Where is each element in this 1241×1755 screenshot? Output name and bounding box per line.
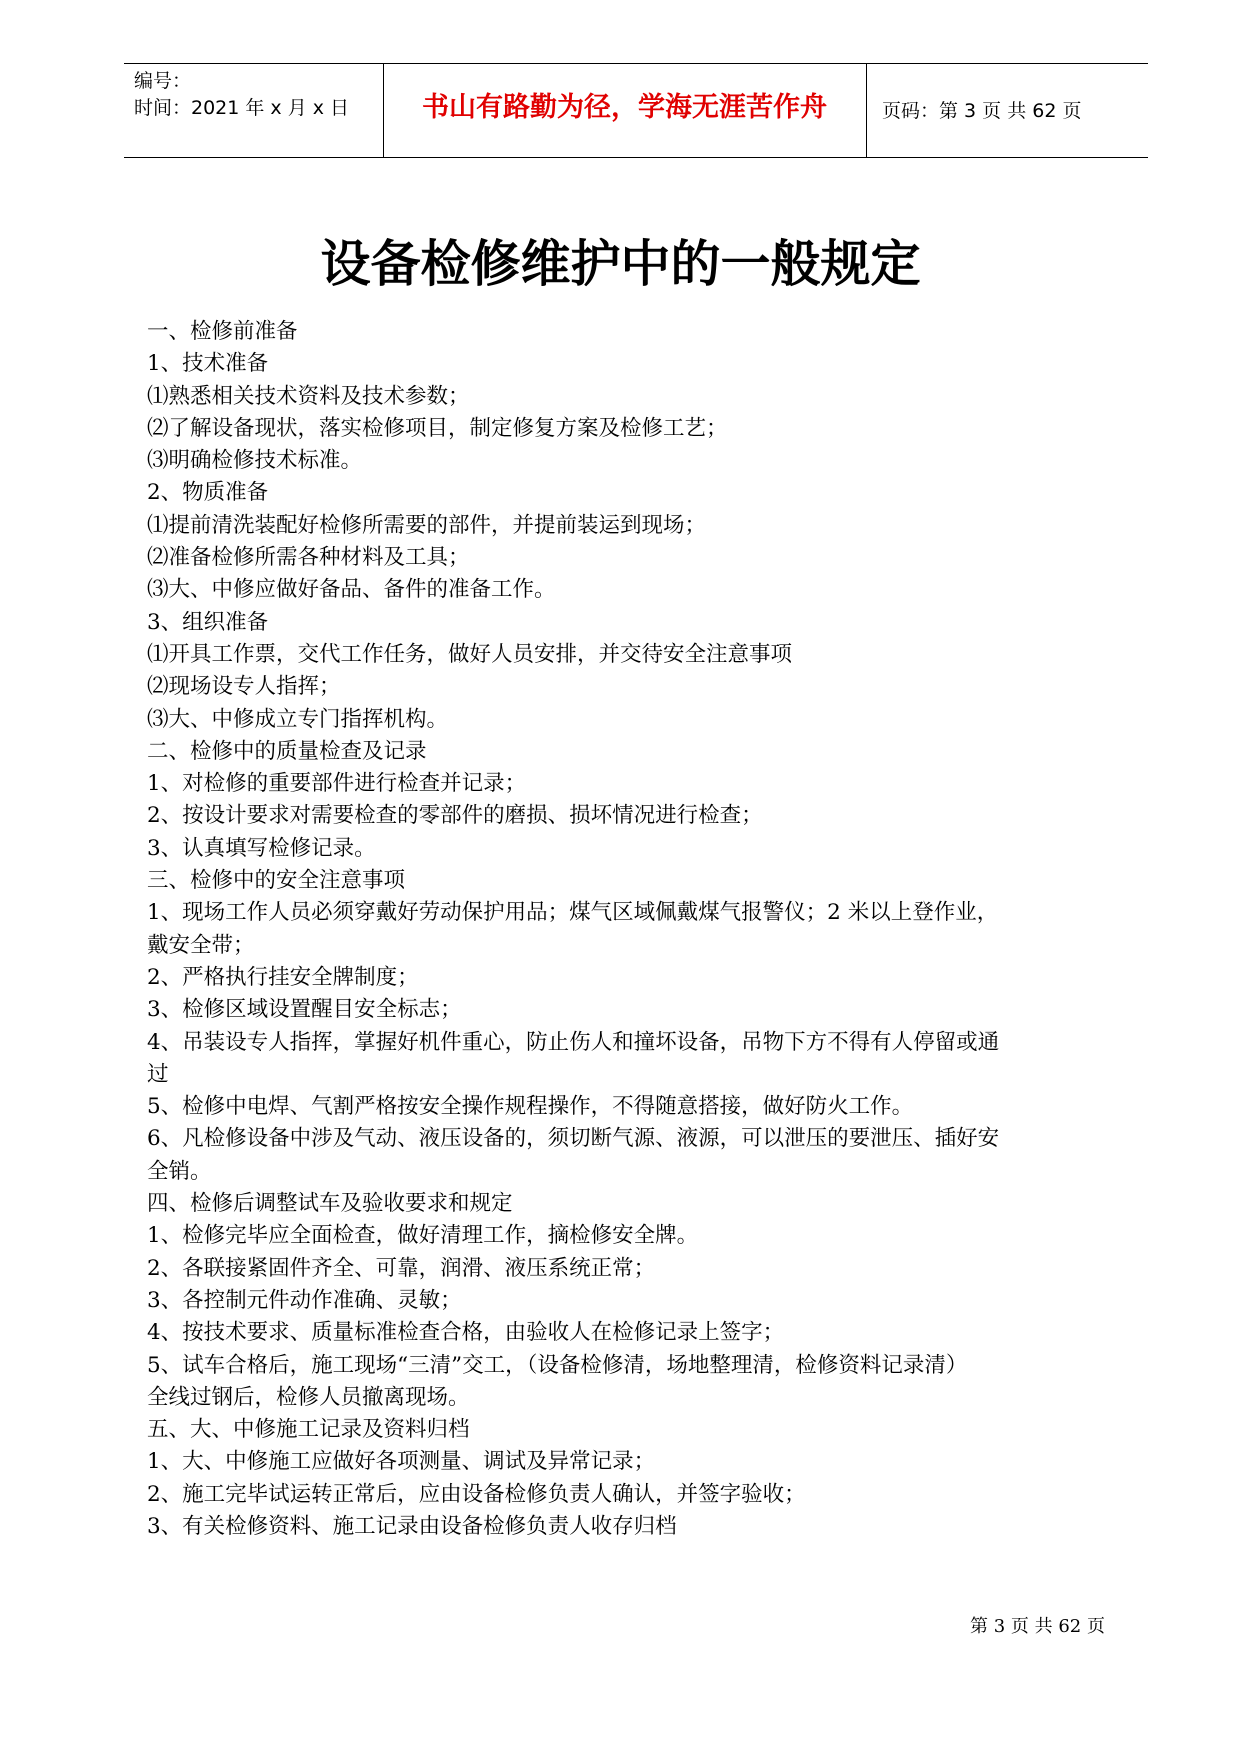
body-line: 1、技术准备 [147, 351, 269, 377]
header-motto: 书山有路勤为径，学海无涯苦作舟 [422, 92, 827, 123]
body-line: 五、大、中修施工记录及资料归档 [147, 1417, 470, 1443]
body-line: ⑵了解设备现状，落实检修项目，制定修复方案及检修工艺； [147, 415, 728, 441]
header-page-info: 页码：第 3 页 共 62 页 [882, 100, 1082, 122]
body-line: 3、各控制元件动作准确、灵敏； [147, 1287, 462, 1313]
document-body [147, 316, 1132, 1543]
header-top-rule [124, 63, 1148, 64]
body-line: ⑶大、中修成立专门指挥机构。 [147, 706, 449, 732]
body-line: ⑶大、中修应做好备品、备件的准备工作。 [147, 577, 556, 603]
body-line: 4、吊装设专人指挥，掌握好机件重心，防止伤人和撞坏设备，吊物下方不得有人停留或通 [147, 1029, 1000, 1055]
body-line: ⑴开具工作票，交代工作任务，做好人员安排，并交待安全注意事项 [147, 641, 793, 667]
body-line: 全销。 [147, 1158, 212, 1184]
body-line: 3、有关检修资料、施工记录由设备检修负责人收存归档 [147, 1513, 677, 1539]
body-line: 3、检修区域设置醒目安全标志； [147, 997, 462, 1023]
body-line: 4、按技术要求、质量标准检查合格，由验收人在检修记录上签字； [147, 1320, 785, 1346]
body-line: ⑴提前清洗装配好检修所需要的部件，并提前装运到现场； [147, 512, 707, 538]
body-line: ⑵准备检修所需各种材料及工具； [147, 545, 470, 571]
body-line: 2、按设计要求对需要检查的零部件的磨损、损坏情况进行检查； [147, 803, 763, 829]
body-line: ⑵现场设专人指挥； [147, 674, 341, 700]
body-line: 全线过钢后，检修人员撤离现场。 [147, 1384, 470, 1410]
body-line: 6、凡检修设备中涉及气动、液压设备的，须切断气源、液源，可以泄压的要泄压、插好安 [147, 1126, 1000, 1152]
page-footer: 第 3 页 共 62 页 [970, 1616, 1105, 1637]
body-line: 二、检修中的质量检查及记录 [147, 738, 427, 764]
header-meta [134, 68, 349, 122]
body-line: 一、检修前准备 [147, 319, 298, 344]
body-line: 1、大、中修施工应做好各项测量、调试及异常记录； [147, 1449, 656, 1475]
body-line: 3、认真填写检修记录。 [147, 835, 376, 861]
body-line: 2、施工完毕试运转正常后，应由设备检修负责人确认，并签字验收； [147, 1481, 806, 1507]
body-line: 2、各联接紧固件齐全、可靠，润滑、液压系统正常； [147, 1255, 656, 1281]
body-line: 2、严格执行挂安全牌制度； [147, 964, 419, 990]
body-line: 1、对检修的重要部件进行检查并记录； [147, 771, 527, 797]
body-line: ⑴熟悉相关技术资料及技术参数； [147, 383, 470, 409]
body-line: 过 [147, 1061, 169, 1087]
header-number-label: 编号： [134, 70, 192, 92]
body-line: 2、物质准备 [147, 480, 269, 506]
body-line: 3、组织准备 [147, 609, 269, 635]
body-line: 5、试车合格后，施工现场“三清”交工，（设备检修清，场地整理清，检修资料记录清） [147, 1352, 968, 1378]
body-line: 1、现场工作人员必须穿戴好劳动保护用品；煤气区域佩戴煤气报警仪；2 米以上登作业， [147, 900, 999, 926]
body-line: 戴安全带； [147, 932, 255, 958]
body-line: 四、检修后调整试车及验收要求和规定 [147, 1191, 513, 1217]
body-line: 5、检修中电焊、气割严格按安全操作规程操作，不得随意搭接，做好防火工作。 [147, 1094, 914, 1120]
header-divider-right [866, 63, 867, 158]
header-bottom-rule [124, 157, 1148, 158]
body-line: 1、检修完毕应全面检查，做好清理工作，摘检修安全牌。 [147, 1223, 699, 1249]
header-time-label: 时间：2021 年 x 月 x 日 [134, 97, 350, 119]
body-line: ⑶明确检修技术标准。 [147, 448, 363, 474]
body-line: 三、检修中的安全注意事项 [147, 868, 406, 894]
document-title: 设备检修维护中的一般规定 [320, 235, 921, 293]
